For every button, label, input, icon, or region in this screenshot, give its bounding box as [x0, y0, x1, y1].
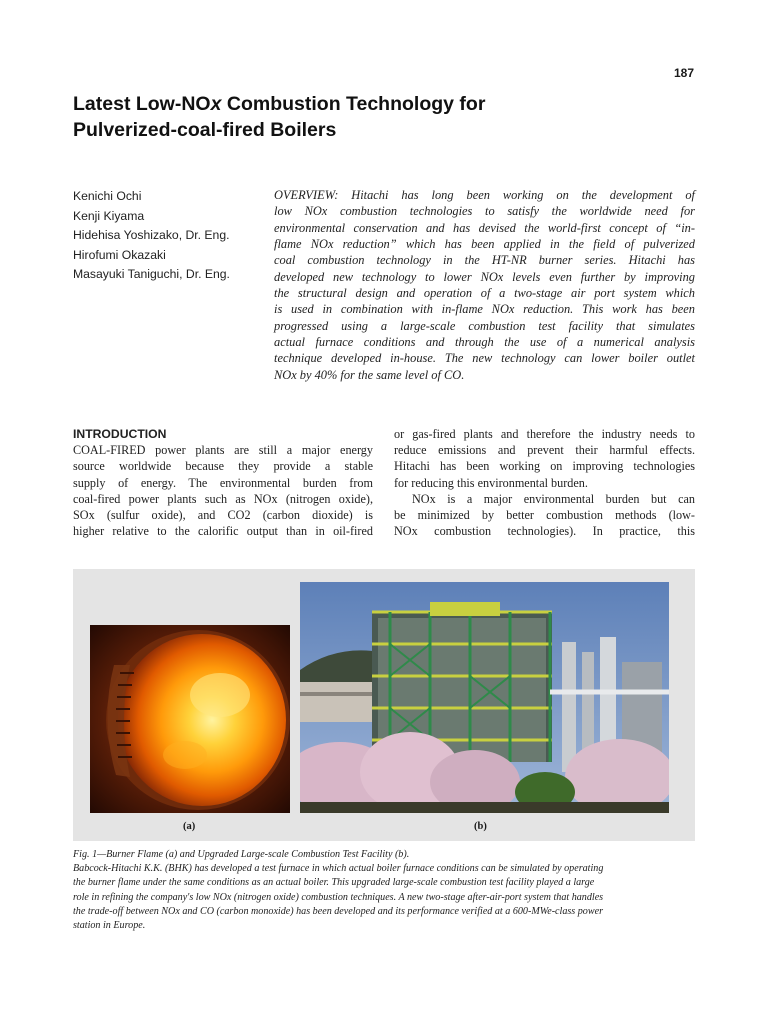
overview-abstract	[274, 187, 695, 383]
title-text-italic: x	[210, 93, 222, 115]
author-list	[73, 187, 268, 285]
body-line: be minimized by better combustion methods (low-	[394, 508, 695, 523]
overview-line: progressed using a large-scale combustion test facility that simulates	[274, 318, 695, 333]
body-line: Hitachi has been working on improving technologies	[394, 459, 695, 474]
body-line: supply of energy. The environmental burden from	[73, 475, 373, 490]
author-name: Hirofumi Okazaki	[73, 247, 166, 262]
figure-caption	[73, 848, 695, 933]
figure-label-b: (b)	[474, 821, 487, 832]
overview-line: OVERVIEW: Hitachi has long been working on the development of	[274, 188, 695, 202]
body-line: SOx (sulfur oxide), and CO2 (carbon dioxide) is	[73, 508, 373, 523]
section-heading: INTRODUCTION	[73, 427, 167, 441]
burner-flame-image	[90, 625, 290, 813]
body-line: or gas-fired plants and therefore the industry needs to	[394, 427, 695, 441]
body-column-left	[73, 426, 373, 539]
page-number: 187	[673, 66, 694, 80]
author-name: Kenji Kiyama	[73, 208, 145, 223]
article-title	[73, 91, 693, 143]
overview-line: developed new technology to lower NOx levels even further by improving	[274, 269, 695, 284]
body-line: higher relative to the calorific output than in oil-fired	[73, 524, 373, 539]
title-line-1	[73, 91, 693, 117]
overview-line: low NOx combustion technologies to satisfy the worldwide need for	[274, 204, 695, 219]
body-line: source worldwide because they provide a stable	[73, 459, 373, 474]
caption-line: the trade-off between NOx and CO (carbon monoxide) has been developed and its performance verified at a 600-MWe-class power	[73, 905, 603, 917]
body-line: NOx is a major environmental burden but can	[412, 491, 695, 506]
burner-flame-photo	[90, 625, 290, 813]
caption-line: the burner flame under the same conditions as an actual boiler. This upgraded large-scale combustion test facility played a large	[73, 877, 595, 889]
author-name: Kenichi Ochi	[73, 189, 142, 203]
body-column-right	[394, 426, 695, 539]
author-name: Masayuki Taniguchi, Dr. Eng.	[73, 267, 230, 282]
author-name: Hidehisa Yoshizako, Dr. Eng.	[73, 228, 230, 243]
overview-line: the structural design and operation of a two-stage air port system which	[274, 286, 695, 301]
title-text-a: Latest Low-NO	[73, 93, 211, 115]
title-line-2: Pulverized-coal-fired Boilers	[73, 119, 337, 141]
overview-line: actual furnace conditions and through the use of a numerical analysis	[274, 335, 695, 350]
overview-line: technique developed in-house. The new technology can lower boiler outlet	[274, 351, 695, 366]
figure-label-a: (a)	[183, 821, 196, 832]
caption-line: station in Europe.	[73, 920, 146, 932]
body-line: for reducing this environmental burden.	[394, 475, 588, 490]
body-line: COAL-FIRED power plants are still a major energy	[73, 443, 373, 458]
overview-line: flame NOx reduction” which has been applied in the field of pulverized	[274, 237, 695, 252]
overview-line: coal combustion technology in the HT-NR burner series. Hitachi has	[274, 253, 695, 268]
overview-line: NOx by 40% for the same level of CO.	[274, 367, 465, 382]
body-line: NOx combustion technologies). In practice, this	[394, 524, 695, 539]
overview-line: environmental conservation and has devised the world-first concept of “in-	[274, 220, 695, 235]
body-line: reduce emissions and prevent their harmful effects.	[394, 443, 695, 458]
test-facility-photo	[300, 582, 669, 813]
caption-line: Fig. 1—Burner Flame (a) and Upgraded Large-scale Combustion Test Facility (b).	[73, 849, 410, 860]
test-facility-image	[300, 582, 669, 813]
title-text-b: Combustion Technology for	[221, 93, 486, 115]
overview-line: is used in combination with in-flame NOx reduction. This work has been	[274, 302, 695, 317]
body-line: coal-fired power plants such as NOx (nitrogen oxide),	[73, 491, 373, 506]
caption-line: Babcock-Hitachi K.K. (BHK) has developed a test furnace in which actual boiler furnace conditions can be simulated by operating	[73, 863, 604, 875]
caption-line: role in refining the company's low NOx (nitrogen oxide) combustion techniques. A new two-stage after-air-port system that handles	[73, 891, 604, 903]
figure-1	[73, 569, 695, 841]
